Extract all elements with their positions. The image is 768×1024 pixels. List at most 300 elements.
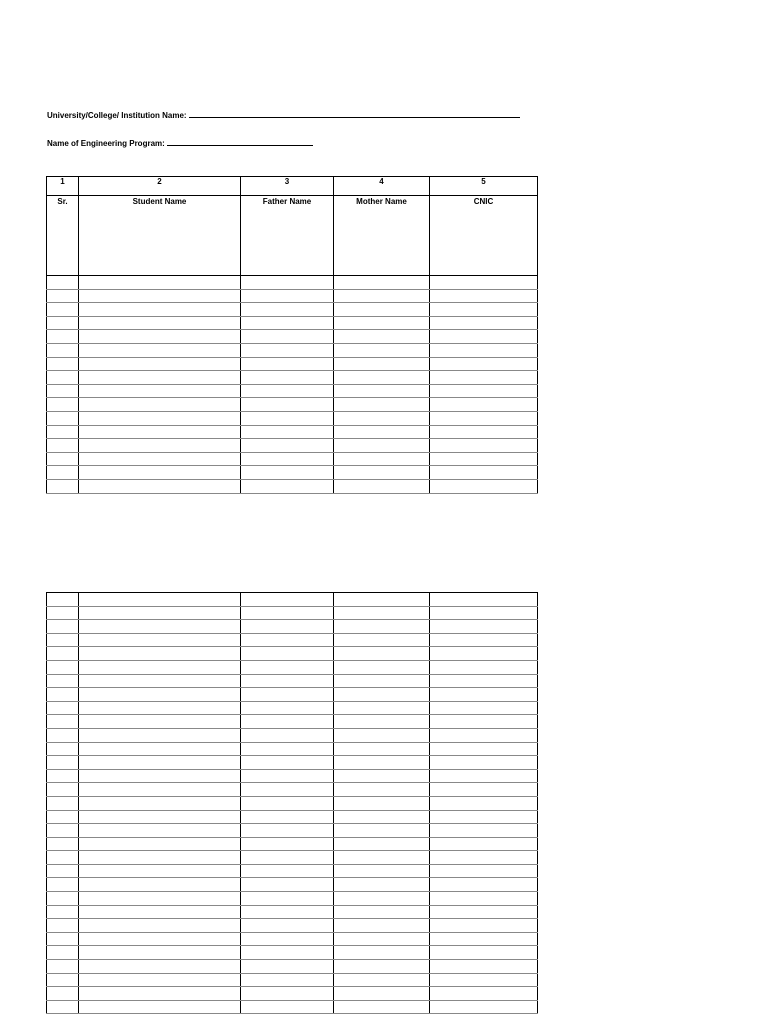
table-cell — [47, 371, 79, 385]
table-cell — [334, 987, 430, 1001]
table-cell — [47, 810, 79, 824]
table-cell — [430, 398, 538, 412]
table-row — [47, 851, 538, 865]
table-cell — [430, 701, 538, 715]
table-cell — [430, 987, 538, 1001]
table-cell — [47, 946, 79, 960]
table-cell — [241, 466, 334, 480]
table-cell — [430, 742, 538, 756]
table-cell — [334, 688, 430, 702]
table-cell — [241, 593, 334, 607]
header-mother-name: Mother Name — [334, 196, 430, 276]
table-cell — [47, 330, 79, 344]
table-cell — [334, 647, 430, 661]
table-cell — [334, 919, 430, 933]
table-row — [47, 905, 538, 919]
table-row — [47, 892, 538, 906]
table-cell — [430, 425, 538, 439]
table-cell — [47, 633, 79, 647]
table-cell — [430, 647, 538, 661]
table-cell — [47, 742, 79, 756]
table-cell — [241, 452, 334, 466]
table-cell — [79, 864, 241, 878]
table-row — [47, 479, 538, 493]
table-row — [47, 398, 538, 412]
table-cell — [241, 756, 334, 770]
table-row — [47, 466, 538, 480]
table-row — [47, 837, 538, 851]
table-body — [47, 593, 538, 1014]
table-cell — [79, 905, 241, 919]
table-cell — [241, 878, 334, 892]
table-row — [47, 411, 538, 425]
table-cell — [241, 425, 334, 439]
table-cell — [241, 932, 334, 946]
table-cell — [430, 593, 538, 607]
table-cell — [79, 289, 241, 303]
table-row — [47, 973, 538, 987]
table-cell — [430, 960, 538, 974]
table-cell — [79, 878, 241, 892]
table-cell — [47, 384, 79, 398]
table-cell — [334, 864, 430, 878]
table-cell — [79, 620, 241, 634]
table-cell — [47, 851, 79, 865]
table-row — [47, 824, 538, 838]
table-cell — [79, 425, 241, 439]
table-cell — [47, 316, 79, 330]
table-cell — [241, 660, 334, 674]
table-cell — [79, 674, 241, 688]
table-cell — [47, 343, 79, 357]
table-cell — [430, 905, 538, 919]
table-cell — [241, 303, 334, 317]
table-cell — [241, 864, 334, 878]
table-cell — [334, 878, 430, 892]
table-cell — [241, 892, 334, 906]
table-cell — [79, 411, 241, 425]
table-cell — [334, 452, 430, 466]
table-cell — [430, 411, 538, 425]
table-cell — [241, 384, 334, 398]
table-cell — [430, 892, 538, 906]
table-cell — [47, 1000, 79, 1014]
table-row — [47, 810, 538, 824]
table-row — [47, 593, 538, 607]
table-cell — [79, 606, 241, 620]
column-number-row — [47, 177, 538, 196]
table-cell — [241, 647, 334, 661]
table-cell — [79, 688, 241, 702]
column-number: 4 — [334, 177, 430, 196]
table-cell — [334, 439, 430, 453]
table-row — [47, 796, 538, 810]
institution-name-label: University/College/ Institution Name: — [47, 111, 187, 120]
table-cell — [334, 946, 430, 960]
table-cell — [430, 796, 538, 810]
table-row — [47, 606, 538, 620]
student-table-page-1 — [46, 176, 538, 494]
table-cell — [241, 289, 334, 303]
table-cell — [241, 742, 334, 756]
table-row — [47, 357, 538, 371]
table-cell — [241, 824, 334, 838]
table-cell — [334, 932, 430, 946]
table-row — [47, 1000, 538, 1014]
table-cell — [430, 620, 538, 634]
table-row — [47, 987, 538, 1001]
table-cell — [79, 796, 241, 810]
table-cell — [79, 316, 241, 330]
table-body — [47, 276, 538, 494]
table-cell — [334, 728, 430, 742]
table-cell — [430, 864, 538, 878]
table-cell — [79, 932, 241, 946]
table-cell — [430, 343, 538, 357]
table-row — [47, 276, 538, 290]
table-cell — [47, 796, 79, 810]
table-cell — [334, 357, 430, 371]
table-cell — [334, 479, 430, 493]
table-cell — [430, 316, 538, 330]
table-cell — [47, 864, 79, 878]
table-cell — [79, 466, 241, 480]
table-cell — [430, 439, 538, 453]
table-cell — [241, 946, 334, 960]
table-cell — [47, 769, 79, 783]
table-cell — [430, 837, 538, 851]
table-cell — [241, 606, 334, 620]
table-cell — [430, 728, 538, 742]
table-row — [47, 384, 538, 398]
table-row — [47, 756, 538, 770]
table-cell — [79, 810, 241, 824]
table-row — [47, 343, 538, 357]
table-cell — [47, 878, 79, 892]
table-cell — [79, 824, 241, 838]
table-cell — [430, 479, 538, 493]
header-student-name: Student Name — [79, 196, 241, 276]
table-cell — [79, 371, 241, 385]
table-cell — [430, 330, 538, 344]
table-cell — [79, 439, 241, 453]
table-cell — [79, 660, 241, 674]
table-cell — [47, 728, 79, 742]
table-cell — [334, 289, 430, 303]
table-cell — [47, 411, 79, 425]
column-header-row — [47, 196, 538, 276]
table-cell — [47, 892, 79, 906]
table-cell — [79, 303, 241, 317]
table-cell — [334, 316, 430, 330]
table-cell — [334, 892, 430, 906]
table-cell — [334, 398, 430, 412]
table-row — [47, 864, 538, 878]
program-name-field — [47, 137, 313, 148]
table-row — [47, 330, 538, 344]
table-cell — [47, 960, 79, 974]
table-row — [47, 878, 538, 892]
student-table-page-2 — [46, 592, 538, 1014]
table-cell — [241, 276, 334, 290]
table-cell — [430, 946, 538, 960]
table-row — [47, 303, 538, 317]
table-row — [47, 715, 538, 729]
table-cell — [47, 756, 79, 770]
table-row — [47, 647, 538, 661]
table-cell — [334, 715, 430, 729]
table-cell — [241, 960, 334, 974]
table-row — [47, 674, 538, 688]
table-cell — [47, 837, 79, 851]
table-cell — [79, 728, 241, 742]
table-cell — [334, 384, 430, 398]
table-cell — [47, 357, 79, 371]
program-name-label: Name of Engineering Program: — [47, 139, 165, 148]
table-cell — [47, 824, 79, 838]
table-row — [47, 620, 538, 634]
table-cell — [47, 715, 79, 729]
table-cell — [79, 701, 241, 715]
table-cell — [47, 620, 79, 634]
table-cell — [241, 919, 334, 933]
table-cell — [430, 371, 538, 385]
table-row — [47, 701, 538, 715]
table-cell — [430, 851, 538, 865]
column-number: 2 — [79, 177, 241, 196]
table-cell — [334, 742, 430, 756]
table-cell — [430, 357, 538, 371]
table-cell — [334, 769, 430, 783]
table-cell — [430, 932, 538, 946]
institution-name-blank — [189, 109, 520, 118]
program-name-blank — [167, 137, 313, 146]
table-row — [47, 919, 538, 933]
table-cell — [47, 932, 79, 946]
institution-name-field — [47, 109, 520, 120]
table-cell — [334, 633, 430, 647]
table-cell — [79, 742, 241, 756]
table-row — [47, 452, 538, 466]
table-cell — [47, 987, 79, 1001]
table-cell — [79, 715, 241, 729]
table-cell — [79, 330, 241, 344]
table-cell — [47, 660, 79, 674]
table-cell — [334, 343, 430, 357]
table-cell — [79, 892, 241, 906]
table-cell — [430, 810, 538, 824]
table-cell — [241, 357, 334, 371]
table-cell — [241, 783, 334, 797]
table-cell — [334, 783, 430, 797]
table-cell — [334, 905, 430, 919]
table-cell — [334, 606, 430, 620]
table-cell — [47, 688, 79, 702]
table-cell — [430, 660, 538, 674]
table-cell — [334, 330, 430, 344]
table-cell — [241, 810, 334, 824]
table-cell — [430, 769, 538, 783]
table-cell — [241, 728, 334, 742]
table-cell — [79, 973, 241, 987]
table-cell — [430, 303, 538, 317]
header-sr: Sr. — [47, 196, 79, 276]
table-cell — [47, 289, 79, 303]
table-cell — [241, 688, 334, 702]
table-cell — [334, 674, 430, 688]
table-row — [47, 425, 538, 439]
table-cell — [334, 660, 430, 674]
table-cell — [430, 688, 538, 702]
table-cell — [47, 276, 79, 290]
table-cell — [241, 316, 334, 330]
table-cell — [47, 439, 79, 453]
table-cell — [241, 633, 334, 647]
table-row — [47, 932, 538, 946]
table-cell — [430, 452, 538, 466]
table-row — [47, 742, 538, 756]
table-cell — [79, 647, 241, 661]
table-cell — [241, 674, 334, 688]
table-cell — [430, 715, 538, 729]
table-cell — [241, 398, 334, 412]
table-cell — [47, 674, 79, 688]
table-cell — [430, 756, 538, 770]
table-row — [47, 660, 538, 674]
table-cell — [79, 633, 241, 647]
table-row — [47, 960, 538, 974]
table-cell — [241, 701, 334, 715]
table-cell — [430, 606, 538, 620]
table-cell — [334, 796, 430, 810]
table-cell — [79, 837, 241, 851]
table-cell — [79, 783, 241, 797]
table-cell — [430, 276, 538, 290]
table-cell — [79, 452, 241, 466]
table-cell — [79, 769, 241, 783]
table-row — [47, 289, 538, 303]
table-row — [47, 769, 538, 783]
table-cell — [334, 810, 430, 824]
table-cell — [47, 398, 79, 412]
table-cell — [334, 620, 430, 634]
table-cell — [241, 411, 334, 425]
column-number: 1 — [47, 177, 79, 196]
table-cell — [47, 593, 79, 607]
table-cell — [47, 701, 79, 715]
table-cell — [79, 276, 241, 290]
table-cell — [241, 439, 334, 453]
table-cell — [334, 973, 430, 987]
table-cell — [241, 620, 334, 634]
table-cell — [47, 606, 79, 620]
table-cell — [334, 851, 430, 865]
table-cell — [334, 303, 430, 317]
table-cell — [334, 837, 430, 851]
table-cell — [79, 919, 241, 933]
table-cell — [334, 371, 430, 385]
table-cell — [47, 425, 79, 439]
table-cell — [47, 647, 79, 661]
table-cell — [430, 973, 538, 987]
table-cell — [47, 919, 79, 933]
table-cell — [430, 466, 538, 480]
table-cell — [79, 1000, 241, 1014]
table-cell — [430, 919, 538, 933]
table-cell — [430, 783, 538, 797]
table-cell — [241, 796, 334, 810]
table-cell — [241, 330, 334, 344]
table-cell — [79, 343, 241, 357]
table-cell — [79, 357, 241, 371]
table-cell — [47, 905, 79, 919]
table-cell — [79, 479, 241, 493]
table-cell — [334, 466, 430, 480]
table-row — [47, 783, 538, 797]
table-cell — [241, 769, 334, 783]
table-cell — [430, 878, 538, 892]
table-cell — [334, 701, 430, 715]
table-cell — [334, 960, 430, 974]
header-father-name: Father Name — [241, 196, 334, 276]
table-cell — [334, 593, 430, 607]
table-cell — [334, 276, 430, 290]
table-cell — [241, 1000, 334, 1014]
table-cell — [430, 1000, 538, 1014]
table-row — [47, 728, 538, 742]
table-row — [47, 316, 538, 330]
table-cell — [430, 824, 538, 838]
table-cell — [79, 960, 241, 974]
table-cell — [79, 987, 241, 1001]
table-cell — [79, 946, 241, 960]
table-row — [47, 688, 538, 702]
column-number: 5 — [430, 177, 538, 196]
table-cell — [430, 289, 538, 303]
table-cell — [241, 987, 334, 1001]
table-cell — [47, 479, 79, 493]
table-cell — [241, 715, 334, 729]
table-cell — [79, 593, 241, 607]
table-cell — [334, 756, 430, 770]
table-cell — [241, 851, 334, 865]
table-cell — [241, 905, 334, 919]
table-cell — [241, 973, 334, 987]
table-cell — [430, 384, 538, 398]
table-cell — [47, 783, 79, 797]
table-cell — [430, 633, 538, 647]
table-cell — [430, 674, 538, 688]
table-row — [47, 371, 538, 385]
table-cell — [241, 371, 334, 385]
table-cell — [79, 384, 241, 398]
table-cell — [79, 398, 241, 412]
table-cell — [47, 466, 79, 480]
table-row — [47, 633, 538, 647]
table-cell — [79, 756, 241, 770]
table-row — [47, 946, 538, 960]
table-cell — [334, 1000, 430, 1014]
table-cell — [241, 837, 334, 851]
table-cell — [47, 973, 79, 987]
header-cnic: CNIC — [430, 196, 538, 276]
table-cell — [241, 343, 334, 357]
table-cell — [334, 824, 430, 838]
table-cell — [334, 425, 430, 439]
column-number: 3 — [241, 177, 334, 196]
table-cell — [79, 851, 241, 865]
table-cell — [47, 452, 79, 466]
